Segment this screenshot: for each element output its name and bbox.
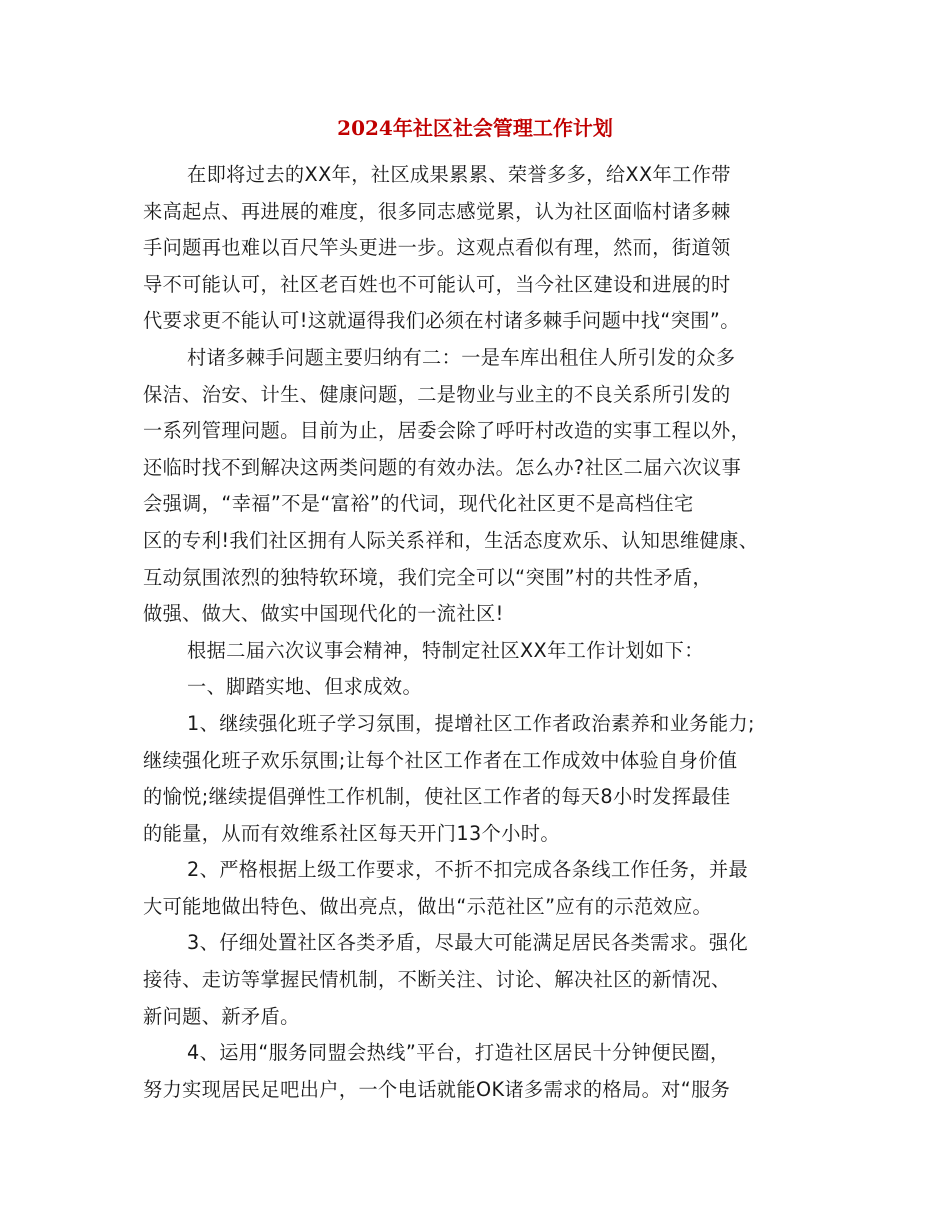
text-line: 导不可能认可，社区老百姓也不可能认可，当今社区建设和进展的时 bbox=[143, 272, 731, 296]
document-body bbox=[143, 157, 823, 1108]
text-line: 大可能地做出特色、做出亮点，做出“示范社区”应有的示范效应。 bbox=[143, 894, 713, 918]
text-line: 代要求更不能认可!这就逼得我们必须在村诸多棘手问题中找“突围”。 bbox=[143, 309, 740, 333]
text-line: 3、仔细处置社区各类矛盾，尽最大可能满足居民各类需求。强化 bbox=[187, 931, 749, 955]
text-line: 还临时找不到解决这两类问题的有效办法。怎么办?社区二届六次议事 bbox=[143, 455, 742, 479]
paragraph bbox=[143, 925, 823, 1035]
text-line: 在即将过去的XX年，社区成果累累、荣誉多多，给XX年工作带 bbox=[187, 163, 731, 186]
text-line: 4、运用“服务同盟会热线”平台，打造社区居民十分钟便民圈， bbox=[187, 1041, 730, 1065]
paragraph bbox=[143, 852, 823, 925]
text-line: 村诸多棘手问题主要归纳有二：一是车库出租住人所引发的众多 bbox=[187, 345, 736, 369]
text-line: 的愉悦;继续提倡弹性工作机制，使社区工作者的每天8小时发挥最佳 bbox=[143, 785, 731, 809]
text-line: 区的专利!我们社区拥有人际关系祥和，生活态度欢乐、认知思维健康、 bbox=[143, 528, 759, 552]
text-line: 接待、走访等掌握民情机制，不断关注、讨论、解决社区的新情况、 bbox=[143, 968, 731, 992]
text-line: 保洁、治安、计生、健康问题，二是物业与业主的不良关系所引发的 bbox=[143, 382, 731, 406]
text-line: 努力实现居民足吧出户，一个电话就能OK诸多需求的格局。对“服务 bbox=[143, 1077, 731, 1101]
paragraph bbox=[143, 1035, 823, 1108]
text-line: 新问题、新矛盾。 bbox=[143, 1004, 300, 1028]
text-line: 一系列管理问题。目前为止，居委会除了呼吁村改造的实事工程以外， bbox=[143, 419, 751, 443]
text-line: 手问题再也难以百尺竿头更进一步。这观点看似有理，然而，街道领 bbox=[143, 236, 731, 260]
text-line: 一、脚踏实地、但求成效。 bbox=[187, 675, 423, 699]
text-line: 做强、做大、做实中国现代化的一流社区! bbox=[143, 602, 504, 626]
paragraph bbox=[143, 340, 823, 633]
text-line: 继续强化班子欢乐氛围;让每个社区工作者在工作成效中体验自身价值 bbox=[143, 748, 738, 772]
text-line: 会强调，“幸福”不是“富裕”的代词，现代化社区更不是高档住宅 bbox=[143, 492, 694, 516]
text-line: 来高起点、再进展的难度，很多同志感觉累，认为社区面临村诸多棘 bbox=[143, 199, 731, 223]
paragraph bbox=[143, 633, 823, 670]
paragraph bbox=[143, 669, 823, 706]
paragraph bbox=[143, 706, 823, 852]
text-line: 2、严格根据上级工作要求，不折不扣完成各条线工作任务，并最 bbox=[187, 858, 749, 882]
paragraph bbox=[143, 157, 823, 340]
document-title: 2024年社区社会管理工作计划 bbox=[337, 116, 613, 140]
text-line: 的能量，从而有效维系社区每天开门13个小时。 bbox=[143, 821, 560, 845]
text-line: 1、继续强化班子学习氛围，提增社区工作者政治素养和业务能力; bbox=[187, 711, 755, 735]
text-line: 根据二届六次议事会精神，特制定社区XX年工作计划如下： bbox=[187, 638, 704, 662]
text-line: 互动氛围浓烈的独特软环境，我们完全可以“突围”村的共性矛盾， bbox=[143, 565, 713, 589]
